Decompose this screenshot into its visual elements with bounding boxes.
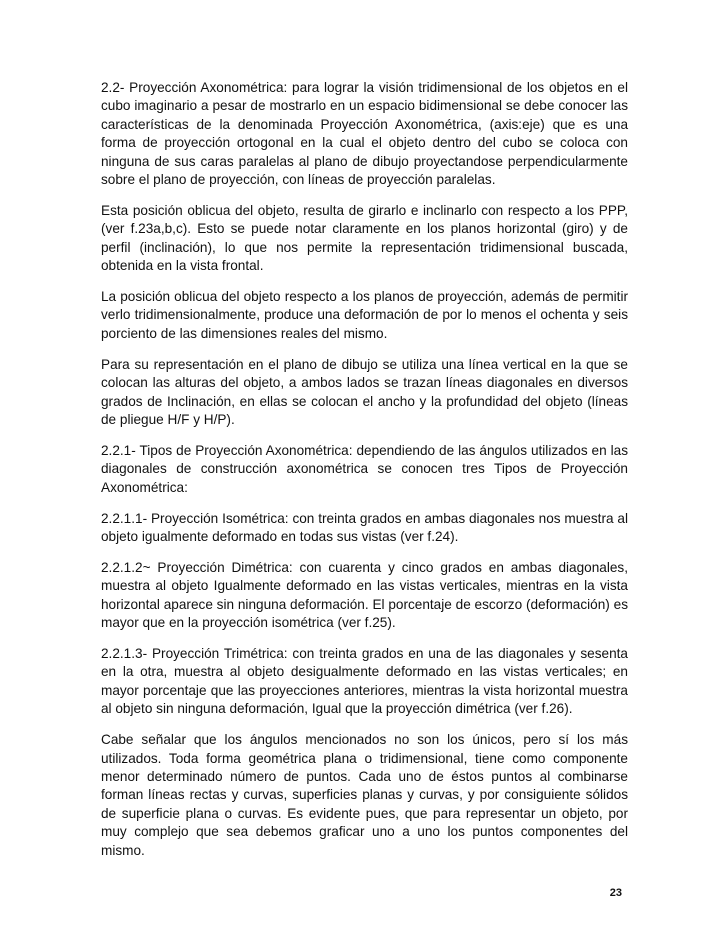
paragraph-isometric: 2.2.1.1- Proyección Isométrica: con treinta grados en ambas diagonales nos muestra al objeto igualmente deformado en todas sus vistas (ver f.24). — [101, 510, 628, 545]
paragraph-trimetric: 2.2.1.3- Proyección Trimétrica: con treinta grados en una de las diagonales y sesenta en la otra, muestra al objeto desigualmente deformado en las vistas verticales; en mayor porcentaje que las proyecciones anteriores, mientras la vista horizontal muestra al objeto sin ninguna deformación, Igual que la proyección dimétrica (ver f.26). — [101, 646, 628, 717]
page-body — [101, 79, 628, 873]
paragraph-representation: Para su representación en el plano de dibujo se utiliza una línea vertical en la que se colocan las alturas del objeto, a ambos lados se trazan líneas diagonales en diversos grados de Inclinación, en ellas se colocan el ancho y la profundidad del objeto (líneas de pliegue H/F y H/P). — [101, 356, 628, 427]
paragraph-deformation: La posición oblicua del objeto respecto a los planos de proyección, además de permitir verlo tridimensionalmente, produce una deformación de por lo menos el ochenta y seis porciento de las dimensiones reales del mismo. — [101, 289, 628, 341]
paragraph-conclusion: Cabe señalar que los ángulos mencionados no son los únicos, pero sí los más utilizados. Toda forma geométrica plana o tridimensional, tiene como componente menor determinado número de puntos. Cada uno de éstos puntos al combinarse forman líneas rectas y curvas, superficies planas y curvas, y por consiguiente sólidos de superficie plana o curvas. Es evidente pues, que para representar un objeto, por muy complejo que sea debemos graficar uno a uno los puntos componentes del mismo. — [101, 732, 628, 858]
paragraph-dimetric: 2.2.1.2~ Proyección Dimétrica: con cuarenta y cinco grados en ambas diagonales, muestra al objeto Igualmente deformado en las vistas verticales, mientras en la vista horizontal aparece sin ninguna deformación. El porcentaje de escorzo (deformación) es mayor que en la proyección isométrica (ver f.25). — [101, 559, 628, 631]
paragraph-oblique-position: Esta posición oblicua del objeto, resulta de girarlo e inclinarlo con respecto a los PPP, (ver f.23a,b,c). Esto se puede notar claramente en los planos horizontal (giro) y de perfil (inclinación), lo que nos permite la representación tridimensional buscada, obtenida en la vista frontal. — [101, 202, 628, 274]
paragraph-axonometric-projection: 2.2- Proyección Axonométrica: para lograr la visión tridimensional de los objetos en el cubo imaginario a pesar de mostrarlo en un espacio bidimensional se debe conocer las características de la denominada Proyección Axonométrica, (axis:eje) que es una forma de proyección ortogonal en la cual el objeto dentro del cubo se coloca con ninguna de sus caras paralelas al plano de dibujo proyectandose perpendicularmente sobre el plano de proyección, con líneas de proyección paralelas. — [101, 80, 628, 188]
page-number: 23 — [609, 887, 622, 899]
paragraph-types-heading: 2.2.1- Tipos de Proyección Axonométrica: dependiendo de las ángulos utilizados en las diagonales de construcción axonométrica se conocen tres Tipos de Proyección Axonométrica: — [101, 442, 628, 495]
